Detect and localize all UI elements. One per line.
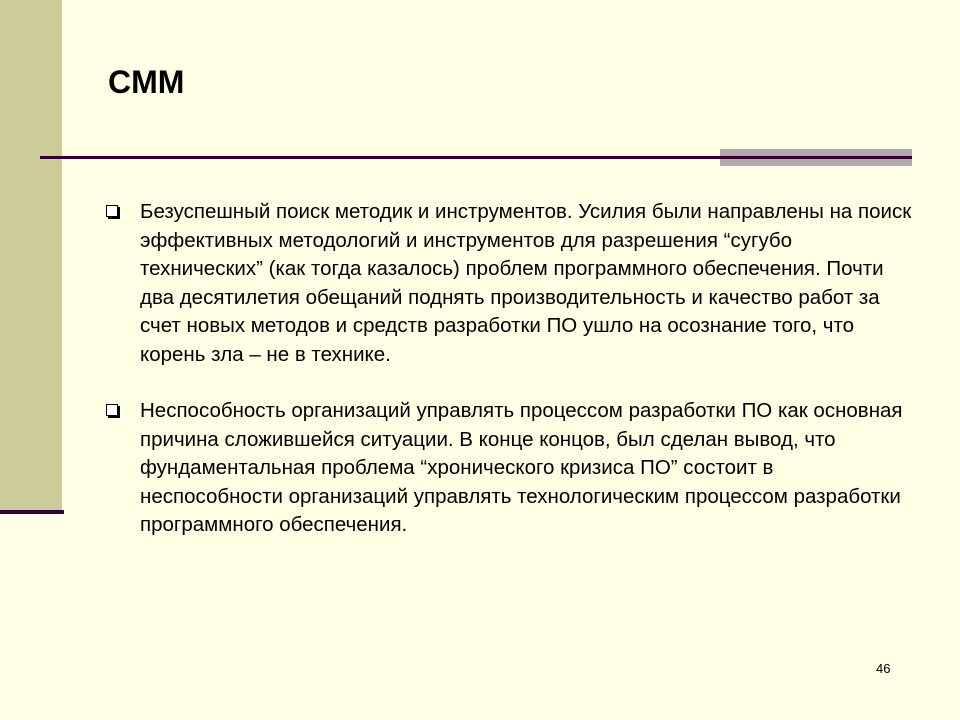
list-item bbox=[104, 397, 912, 540]
slide-title: CMM bbox=[108, 64, 185, 100]
checkbox-icon bbox=[106, 205, 118, 217]
checkbox-icon bbox=[106, 404, 118, 416]
list-item bbox=[104, 198, 912, 369]
title-divider-accent bbox=[720, 149, 912, 166]
side-band-rule bbox=[0, 510, 64, 514]
page-number: 46 bbox=[876, 661, 891, 676]
bullet-text: Неспособность организаций управлять процессом разработки ПО как основная причина сложившейся ситуации. В конце концов, был сделан вывод, что фундаментальная проблема “хронического кризиса ПО” состоит в неспособности организаций управлять технологическим процессом разработки программного обеспечения. bbox=[140, 399, 903, 536]
bullet-list bbox=[104, 198, 912, 568]
bullet-text: Безуспешный поиск методик и инструментов. Усилия были направлены на поиск эффективных методологий и инструментов для разрешения “сугубо технических” (как тогда казалось) проблем программного обеспечения. Почти два десятилетия обещаний поднять производительность и качество работ за счет новых методов и средств разработки ПО ушло на осознание того, что корень зла – не в технике. bbox=[140, 200, 912, 366]
side-band-decoration bbox=[0, 0, 62, 512]
